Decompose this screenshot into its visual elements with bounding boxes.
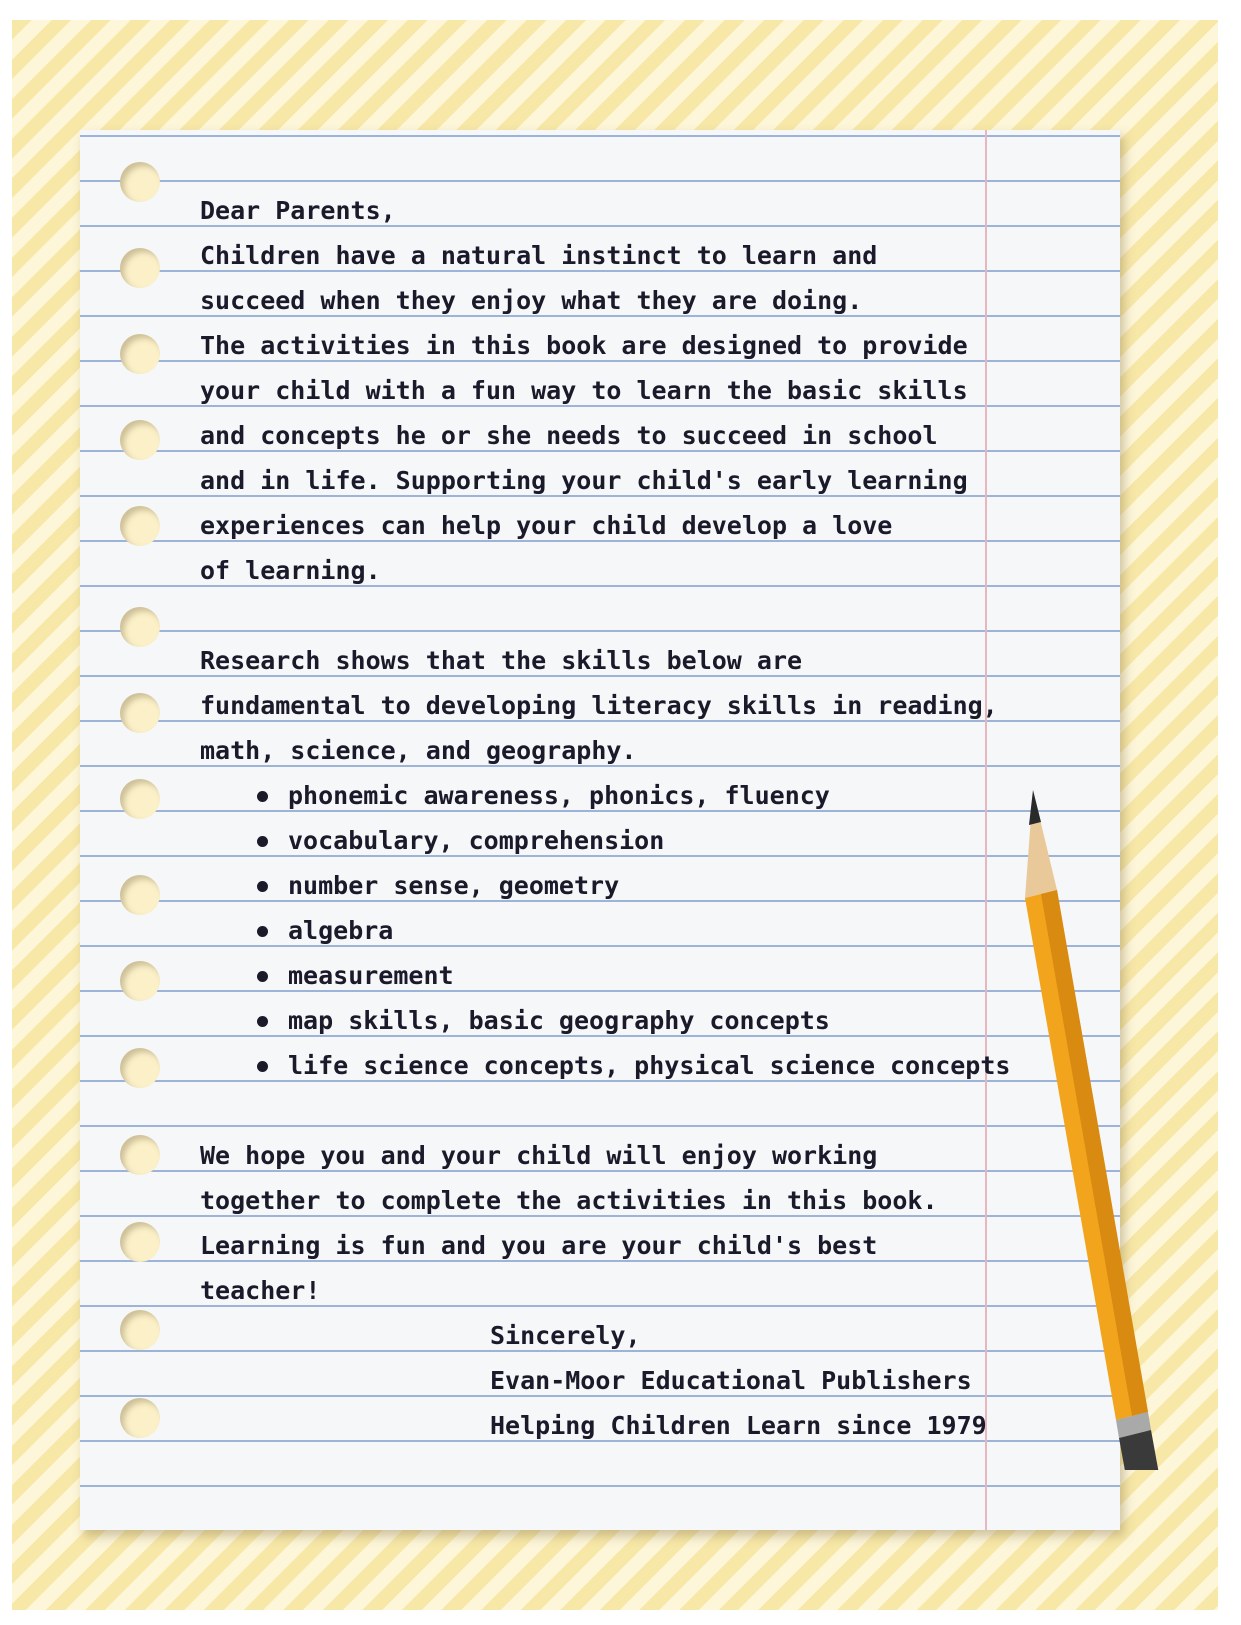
paragraph-line: We hope you and your child will enjoy working [200, 1141, 878, 1170]
paragraph-line: teacher! [200, 1276, 321, 1305]
closing: Sincerely, [490, 1321, 641, 1350]
paragraph-line: succeed when they enjoy what they are doing. [200, 286, 863, 315]
skill-list-item: phonemic awareness, phonics, fluency [200, 773, 1060, 818]
blank-line [200, 593, 1060, 638]
paragraph-line: fundamental to developing literacy skills in reading, [200, 691, 998, 720]
binder-hole [120, 1048, 160, 1088]
skill-list-item: life science concepts, physical science concepts [200, 1043, 1060, 1088]
greeting: Dear Parents, [200, 196, 396, 225]
pencil-icon [1015, 780, 1185, 1470]
paragraph-line: Learning is fun and you are your child's best [200, 1231, 878, 1260]
binder-hole [120, 162, 160, 202]
paragraph-line: Children have a natural instinct to learn and [200, 241, 878, 270]
skill-list-item: algebra [200, 908, 1060, 953]
paragraph-line: Research shows that the skills below are [200, 646, 803, 675]
paragraph-line: and concepts he or she needs to succeed in school [200, 421, 938, 450]
binder-hole [120, 1135, 160, 1175]
binder-hole [120, 248, 160, 288]
parent-letter [200, 188, 1060, 1448]
skill-list-item: map skills, basic geography concepts [200, 998, 1060, 1043]
paragraph-line: math, science, and geography. [200, 736, 637, 765]
paragraph-line: together to complete the activities in this book. [200, 1186, 938, 1215]
skill-list-item: measurement [200, 953, 1060, 998]
paragraph-line: your child with a fun way to learn the basic skills [200, 376, 968, 405]
paragraph-line: The activities in this book are designed to provide [200, 331, 968, 360]
tagline: Helping Children Learn since 1979 [490, 1411, 987, 1440]
binder-hole [120, 779, 160, 819]
skill-list-item: vocabulary, comprehension [200, 818, 1060, 863]
binder-hole [120, 1398, 160, 1438]
binder-hole [120, 693, 160, 733]
binder-hole [120, 506, 160, 546]
paragraph-line: and in life. Supporting your child's early learning [200, 466, 968, 495]
skill-list-item: number sense, geometry [200, 863, 1060, 908]
blank-line [200, 1088, 1060, 1133]
paragraph-line: experiences can help your child develop a love [200, 511, 893, 540]
binder-hole [120, 334, 160, 374]
binder-hole [120, 1222, 160, 1262]
binder-hole [120, 1310, 160, 1350]
binder-hole [120, 961, 160, 1001]
signature: Evan-Moor Educational Publishers [490, 1366, 972, 1395]
binder-hole [120, 875, 160, 915]
binder-hole [120, 420, 160, 460]
binder-hole [120, 607, 160, 647]
paragraph-line: of learning. [200, 556, 381, 585]
